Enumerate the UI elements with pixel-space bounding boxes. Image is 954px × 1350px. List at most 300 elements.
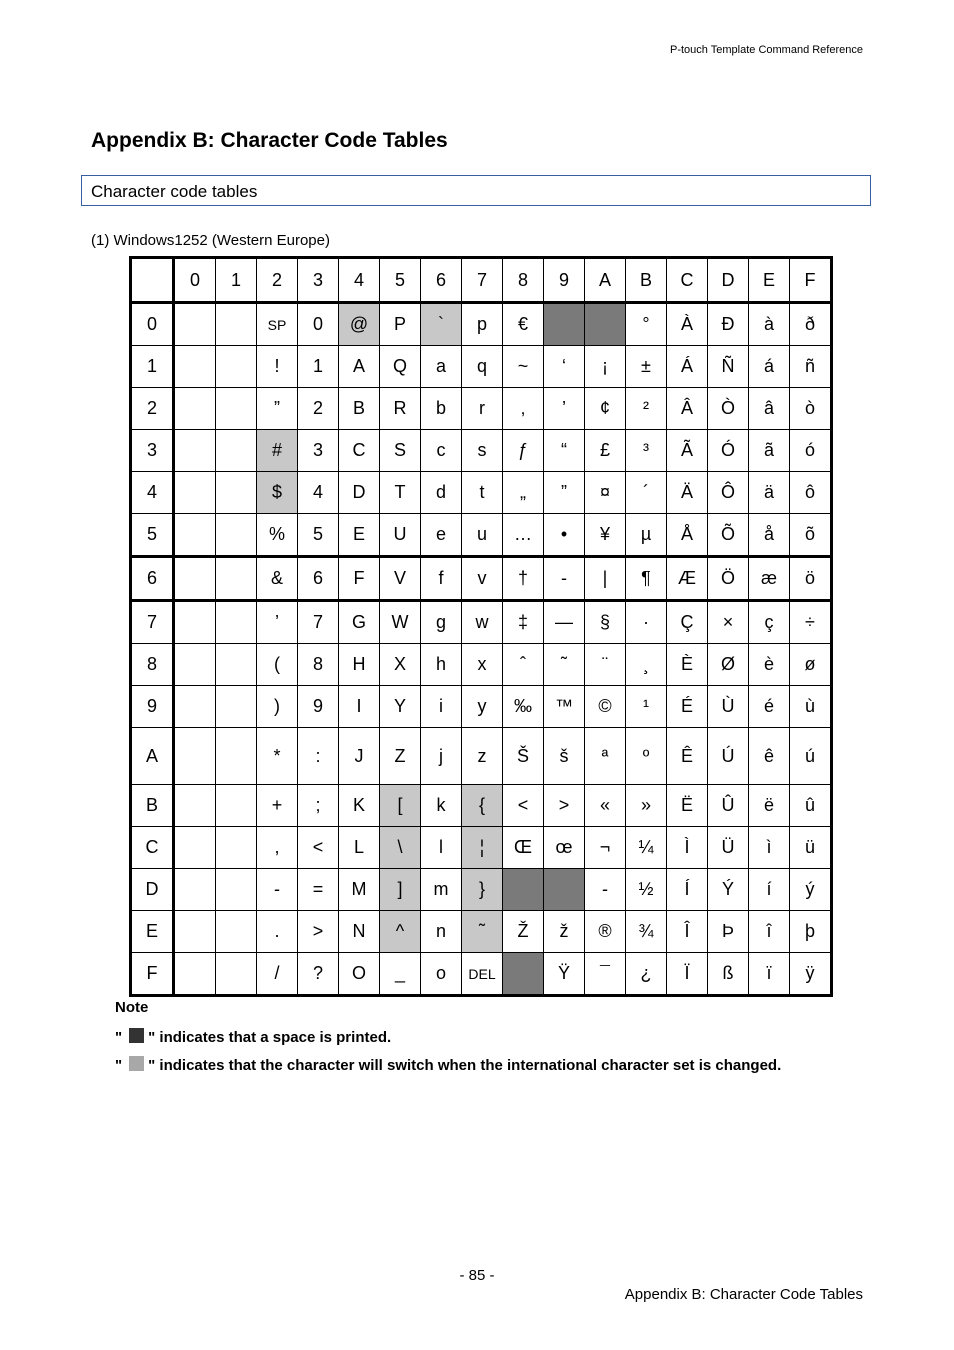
code-cell: É (667, 686, 708, 728)
code-cell: ` (421, 303, 462, 346)
code-cell: = (298, 869, 339, 911)
code-cell: x (462, 644, 503, 686)
code-cell: “ (544, 430, 585, 472)
code-cell: ± (626, 346, 667, 388)
row-header: 9 (131, 686, 174, 728)
code-cell: Ž (503, 911, 544, 953)
code-cell: 0 (298, 303, 339, 346)
code-cell: z (462, 728, 503, 785)
code-cell: F (339, 557, 380, 601)
code-cell: Ö (708, 557, 749, 601)
code-cell: Â (667, 388, 708, 430)
code-cell: t (462, 472, 503, 514)
code-cell: D (339, 472, 380, 514)
table-row (131, 785, 832, 827)
code-cell: ( (257, 644, 298, 686)
code-cell: e (421, 514, 462, 557)
code-cell: S (380, 430, 421, 472)
code-cell: Z (380, 728, 421, 785)
code-cell: Ÿ (544, 953, 585, 996)
code-cell: û (790, 785, 832, 827)
code-cell: # (257, 430, 298, 472)
code-cell: µ (626, 514, 667, 557)
column-header: 5 (380, 258, 421, 303)
code-cell: š (544, 728, 585, 785)
code-cell: ¼ (626, 827, 667, 869)
row-header: 2 (131, 388, 174, 430)
code-cell: \ (380, 827, 421, 869)
code-cell: ¦ (462, 827, 503, 869)
row-header: F (131, 953, 174, 996)
code-cell: å (749, 514, 790, 557)
code-cell (216, 785, 257, 827)
code-cell: ~ (503, 346, 544, 388)
code-cell: Ë (667, 785, 708, 827)
code-cell: Ó (708, 430, 749, 472)
code-cell: k (421, 785, 462, 827)
code-cell (174, 430, 216, 472)
code-cell: V (380, 557, 421, 601)
code-cell: 1 (298, 346, 339, 388)
code-cell: Ç (667, 601, 708, 644)
code-cell: Ý (708, 869, 749, 911)
code-cell: 5 (298, 514, 339, 557)
code-cell (544, 869, 585, 911)
code-cell: * (257, 728, 298, 785)
code-cell: ; (298, 785, 339, 827)
code-cell: Å (667, 514, 708, 557)
code-cell: ÿ (790, 953, 832, 996)
code-cell: ¾ (626, 911, 667, 953)
column-header: 6 (421, 258, 462, 303)
code-cell: © (585, 686, 626, 728)
code-cell: Ã (667, 430, 708, 472)
code-cell: Û (708, 785, 749, 827)
code-cell: • (544, 514, 585, 557)
code-cell: À (667, 303, 708, 346)
code-cell: ¢ (585, 388, 626, 430)
column-header: 1 (216, 258, 257, 303)
column-header: 3 (298, 258, 339, 303)
code-cell: î (749, 911, 790, 953)
column-header: F (790, 258, 832, 303)
row-header: C (131, 827, 174, 869)
code-cell: 3 (298, 430, 339, 472)
code-cell: h (421, 644, 462, 686)
code-cell: ÷ (790, 601, 832, 644)
code-cell: H (339, 644, 380, 686)
legend-dark-text: " indicates that a space is printed. (148, 1029, 392, 1046)
code-cell: † (503, 557, 544, 601)
code-cell: Ü (708, 827, 749, 869)
code-cell: m (421, 869, 462, 911)
code-cell: - (257, 869, 298, 911)
code-cell (174, 346, 216, 388)
code-cell: ¹ (626, 686, 667, 728)
code-cell (216, 388, 257, 430)
code-cell (544, 303, 585, 346)
code-cell: Ð (708, 303, 749, 346)
code-cell: r (462, 388, 503, 430)
table-row (131, 514, 832, 557)
code-cell: ½ (626, 869, 667, 911)
code-cell: ¸ (626, 644, 667, 686)
row-header: D (131, 869, 174, 911)
code-cell: Ú (708, 728, 749, 785)
code-cell (174, 728, 216, 785)
table-row (131, 869, 832, 911)
table-row (131, 644, 832, 686)
code-cell: g (421, 601, 462, 644)
corner-cell (131, 258, 174, 303)
code-cell: Ô (708, 472, 749, 514)
table-row (131, 346, 832, 388)
code-cell (216, 827, 257, 869)
code-cell: ” (257, 388, 298, 430)
code-cell: ¿ (626, 953, 667, 996)
code-cell: ˆ (503, 644, 544, 686)
code-cell: Ø (708, 644, 749, 686)
code-cell: ã (749, 430, 790, 472)
code-cell: M (339, 869, 380, 911)
code-cell: L (339, 827, 380, 869)
code-cell (174, 686, 216, 728)
code-cell: ’ (544, 388, 585, 430)
code-cell (174, 514, 216, 557)
code-cell: ä (749, 472, 790, 514)
column-header: A (585, 258, 626, 303)
code-cell: ® (585, 911, 626, 953)
code-cell: R (380, 388, 421, 430)
code-cell: í (749, 869, 790, 911)
code-cell: Ï (667, 953, 708, 996)
code-cell: « (585, 785, 626, 827)
row-header: 0 (131, 303, 174, 346)
code-cell: 9 (298, 686, 339, 728)
code-cell: ’ (257, 601, 298, 644)
code-cell: X (380, 644, 421, 686)
code-cell (216, 601, 257, 644)
code-cell: 6 (298, 557, 339, 601)
code-cell: v (462, 557, 503, 601)
code-cell: ñ (790, 346, 832, 388)
code-cell: < (503, 785, 544, 827)
code-cell: , (257, 827, 298, 869)
code-cell: ˜ (462, 911, 503, 953)
code-cell: ¨ (585, 644, 626, 686)
code-cell (216, 514, 257, 557)
code-cell: i (421, 686, 462, 728)
code-cell: n (421, 911, 462, 953)
code-cell: 4 (298, 472, 339, 514)
code-cell: j (421, 728, 462, 785)
row-header: 6 (131, 557, 174, 601)
code-cell: Ñ (708, 346, 749, 388)
code-cell: _ (380, 953, 421, 996)
code-cell: K (339, 785, 380, 827)
row-header: 3 (131, 430, 174, 472)
code-cell (216, 557, 257, 601)
table-caption: (1) Windows1252 (Western Europe) (91, 232, 330, 249)
code-cell: ¤ (585, 472, 626, 514)
code-cell: Ä (667, 472, 708, 514)
column-header: C (667, 258, 708, 303)
column-header: 0 (174, 258, 216, 303)
running-header: P-touch Template Command Reference (669, 44, 863, 56)
code-cell (503, 953, 544, 996)
code-cell (174, 388, 216, 430)
code-cell: p (462, 303, 503, 346)
code-cell: C (339, 430, 380, 472)
table-row (131, 686, 832, 728)
code-cell: á (749, 346, 790, 388)
code-cell: £ (585, 430, 626, 472)
code-cell: € (503, 303, 544, 346)
code-cell: œ (544, 827, 585, 869)
section-heading-box (81, 175, 871, 206)
code-cell (174, 911, 216, 953)
row-header: A (131, 728, 174, 785)
code-cell (174, 557, 216, 601)
code-cell: d (421, 472, 462, 514)
row-header: 4 (131, 472, 174, 514)
code-cell: § (585, 601, 626, 644)
code-cell (216, 911, 257, 953)
code-cell: ƒ (503, 430, 544, 472)
code-cell: ü (790, 827, 832, 869)
code-cell: ´ (626, 472, 667, 514)
code-cell (503, 869, 544, 911)
code-cell: ¬ (585, 827, 626, 869)
code-cell: ^ (380, 911, 421, 953)
note-heading: Note (115, 999, 149, 1016)
code-cell: > (544, 785, 585, 827)
code-cell: „ (503, 472, 544, 514)
code-cell: | (585, 557, 626, 601)
code-cell: Á (667, 346, 708, 388)
code-cell: ç (749, 601, 790, 644)
page-number: - 85 - (459, 1267, 495, 1284)
code-cell: … (503, 514, 544, 557)
code-cell: à (749, 303, 790, 346)
code-cell: & (257, 557, 298, 601)
code-cell: ú (790, 728, 832, 785)
code-cell: È (667, 644, 708, 686)
code-cell: Í (667, 869, 708, 911)
code-cell: ð (790, 303, 832, 346)
code-cell: $ (257, 472, 298, 514)
code-cell (216, 728, 257, 785)
row-header: 5 (131, 514, 174, 557)
code-cell: ª (585, 728, 626, 785)
code-cell: é (749, 686, 790, 728)
code-cell: f (421, 557, 462, 601)
code-cell (216, 686, 257, 728)
code-cell: o (421, 953, 462, 996)
code-cell: · (626, 601, 667, 644)
dark-swatch-icon (129, 1028, 144, 1043)
code-cell: Q (380, 346, 421, 388)
code-cell: º (626, 728, 667, 785)
code-cell (174, 601, 216, 644)
row-header: 8 (131, 644, 174, 686)
code-cell: â (749, 388, 790, 430)
column-header: 7 (462, 258, 503, 303)
code-cell: . (257, 911, 298, 953)
code-cell: ? (298, 953, 339, 996)
code-cell: q (462, 346, 503, 388)
legend-open-quote: " (115, 1029, 123, 1046)
legend-open-quote: " (115, 1057, 123, 1074)
footer-section: Appendix B: Character Code Tables (624, 1286, 863, 1303)
code-cell: ‡ (503, 601, 544, 644)
table-row (131, 953, 832, 996)
row-header: B (131, 785, 174, 827)
code-cell (174, 644, 216, 686)
code-cell: ‚ (503, 388, 544, 430)
code-cell (216, 346, 257, 388)
code-cell: 2 (298, 388, 339, 430)
code-cell: w (462, 601, 503, 644)
code-cell: ² (626, 388, 667, 430)
row-header: E (131, 911, 174, 953)
code-cell: % (257, 514, 298, 557)
code-cell: Î (667, 911, 708, 953)
code-cell (216, 953, 257, 996)
code-cell: G (339, 601, 380, 644)
code-cell: ‘ (544, 346, 585, 388)
code-cell: s (462, 430, 503, 472)
code-cell: 7 (298, 601, 339, 644)
page-title: Appendix B: Character Code Tables (91, 129, 448, 152)
code-cell: ì (749, 827, 790, 869)
code-cell: T (380, 472, 421, 514)
code-cell: ™ (544, 686, 585, 728)
code-cell: ø (790, 644, 832, 686)
code-cell: - (544, 557, 585, 601)
code-cell: ö (790, 557, 832, 601)
code-cell: ° (626, 303, 667, 346)
code-cell: E (339, 514, 380, 557)
code-cell: õ (790, 514, 832, 557)
code-cell (174, 472, 216, 514)
code-cell: Y (380, 686, 421, 728)
code-cell (216, 303, 257, 346)
column-header: E (749, 258, 790, 303)
code-cell: Ê (667, 728, 708, 785)
code-cell: 8 (298, 644, 339, 686)
code-cell: è (749, 644, 790, 686)
code-cell (216, 430, 257, 472)
code-cell: ê (749, 728, 790, 785)
code-cell: c (421, 430, 462, 472)
code-cell: } (462, 869, 503, 911)
code-cell: ž (544, 911, 585, 953)
row-header: 7 (131, 601, 174, 644)
code-cell (216, 472, 257, 514)
code-cell: - (585, 869, 626, 911)
table-row (131, 911, 832, 953)
code-cell: O (339, 953, 380, 996)
column-header: 4 (339, 258, 380, 303)
column-header: 2 (257, 258, 298, 303)
column-header: D (708, 258, 749, 303)
code-cell: ¥ (585, 514, 626, 557)
code-cell: Ò (708, 388, 749, 430)
code-cell: : (298, 728, 339, 785)
code-cell (174, 869, 216, 911)
legend-light-text: " indicates that the character will switch when the international character set is changed. (148, 1057, 782, 1074)
table-row (131, 430, 832, 472)
column-header: 9 (544, 258, 585, 303)
code-cell (174, 827, 216, 869)
code-cell: a (421, 346, 462, 388)
code-cell: DEL (462, 953, 503, 996)
code-cell (174, 303, 216, 346)
character-code-table (129, 256, 833, 997)
legend-dark (115, 1028, 391, 1046)
code-cell: U (380, 514, 421, 557)
code-cell: > (298, 911, 339, 953)
row-header: 1 (131, 346, 174, 388)
code-cell: ý (790, 869, 832, 911)
code-cell: Þ (708, 911, 749, 953)
code-cell: ó (790, 430, 832, 472)
table-row (131, 601, 832, 644)
code-cell: b (421, 388, 462, 430)
code-cell: P (380, 303, 421, 346)
table-row (131, 557, 832, 601)
light-swatch-icon (129, 1056, 144, 1071)
code-cell (174, 953, 216, 996)
code-cell: u (462, 514, 503, 557)
column-header: B (626, 258, 667, 303)
code-cell: < (298, 827, 339, 869)
code-cell: SP (257, 303, 298, 346)
code-cell: + (257, 785, 298, 827)
code-cell: æ (749, 557, 790, 601)
code-cell: ß (708, 953, 749, 996)
code-cell: @ (339, 303, 380, 346)
code-cell: ¯ (585, 953, 626, 996)
code-cell (585, 303, 626, 346)
legend-light (115, 1056, 781, 1074)
table-row (131, 827, 832, 869)
code-cell: N (339, 911, 380, 953)
code-cell: l (421, 827, 462, 869)
code-cell: × (708, 601, 749, 644)
code-cell: B (339, 388, 380, 430)
code-cell: Š (503, 728, 544, 785)
code-cell: ‰ (503, 686, 544, 728)
code-cell: J (339, 728, 380, 785)
code-cell: Æ (667, 557, 708, 601)
code-cell: W (380, 601, 421, 644)
code-cell: ò (790, 388, 832, 430)
code-cell: y (462, 686, 503, 728)
column-header: 8 (503, 258, 544, 303)
code-cell: ¡ (585, 346, 626, 388)
code-cell (174, 785, 216, 827)
code-cell: ³ (626, 430, 667, 472)
code-cell: ë (749, 785, 790, 827)
section-heading: Character code tables (91, 182, 258, 201)
table-row (131, 472, 832, 514)
table-row (131, 303, 832, 346)
code-cell: I (339, 686, 380, 728)
code-cell: Ù (708, 686, 749, 728)
code-cell: Õ (708, 514, 749, 557)
